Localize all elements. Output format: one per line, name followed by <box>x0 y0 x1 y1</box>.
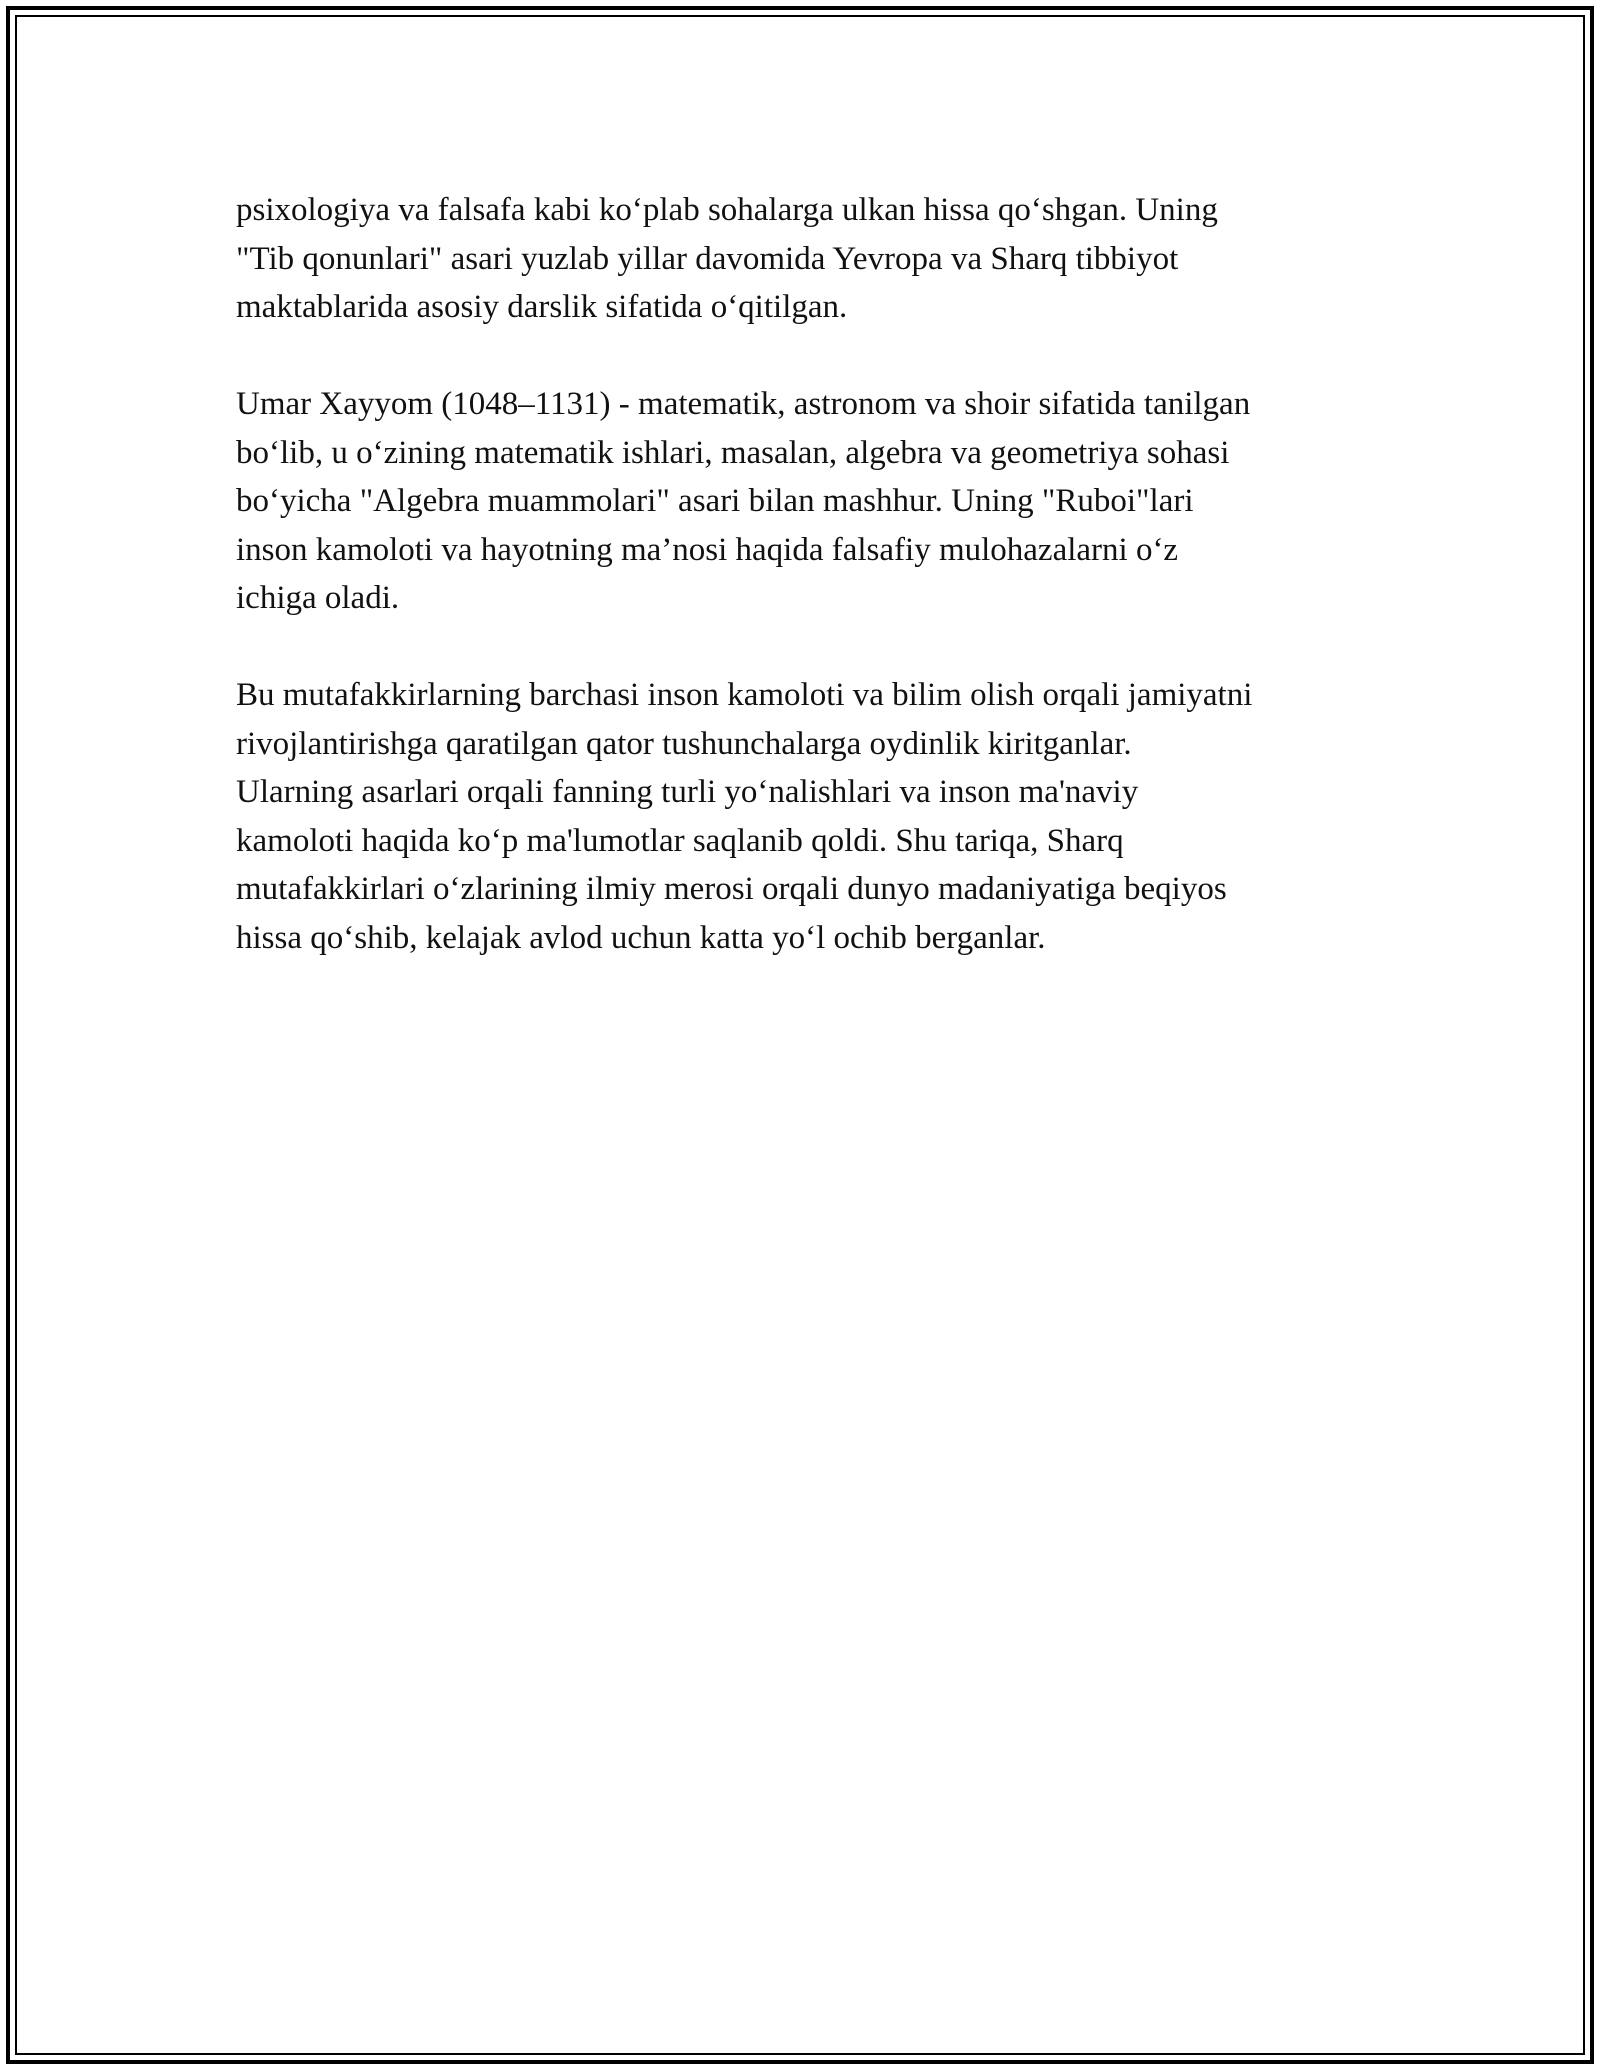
text-line: ichiga oladi. <box>236 580 400 616</box>
paragraph-umar-xayyom <box>236 380 1386 623</box>
text-line: kamoloti haqida ko‘p ma'lumotlar saqlanib qoldi. Shu tariqa, Sharq <box>236 822 1124 859</box>
text-line: bo‘yicha "Algebra muammolari" asari bilan mashhur. Uning "Ruboi"lari <box>236 483 1194 519</box>
text-line: "Tib qonunlari" asari yuzlab yillar davomida Yevropa va Sharq tibbiyot <box>236 240 1179 277</box>
text-line: Ularning asarlari orqali fanning turli yo‘nalishlari va inson ma'naviy <box>236 774 1139 810</box>
text-line: rivojlantirishga qaratilgan qator tushunchalarga oydinlik kiritganlar. <box>236 725 1132 762</box>
paragraph-ibn-sino-continuation <box>236 186 1386 332</box>
text-line: hissa qo‘shib, kelajak avlod uchun katta yo‘l ochib berganlar. <box>236 919 1046 956</box>
text-line: Bu mutafakkirlarning barchasi inson kamoloti va bilim olish orqali jamiyatni <box>236 677 1253 713</box>
text-line: inson kamoloti va hayotning ma’nosi haqida falsafiy mulohazalarni o‘z <box>236 531 1179 568</box>
text-line: bo‘lib, u o‘zining matematik ishlari, masalan, algebra va geometriya sohasi <box>236 434 1230 471</box>
text-line: maktablarida asosiy darslik sifatida o‘qitilgan. <box>236 289 848 325</box>
text-line: psixologiya va falsafa kabi ko‘plab sohalarga ulkan hissa qo‘shgan. Uning <box>236 192 1218 228</box>
document-body <box>236 186 1386 1011</box>
text-line: mutafakkirlari o‘zlarining ilmiy merosi orqali dunyo madaniyatiga beqiyos <box>236 871 1227 907</box>
text-line: Umar Xayyom (1048–1131) - matematik, astronom va shoir sifatida tanilgan <box>236 386 1251 422</box>
paragraph-conclusion <box>236 671 1386 962</box>
